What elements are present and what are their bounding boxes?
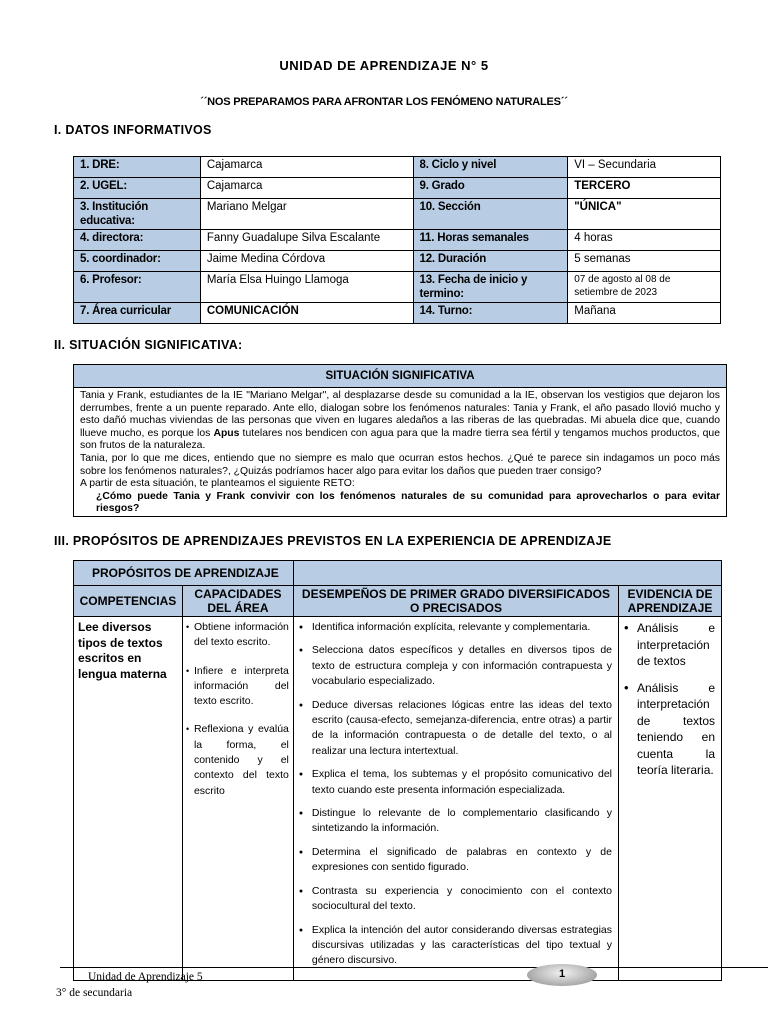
info-label: 5. coordinador:	[74, 251, 201, 272]
propositos-table	[73, 560, 722, 981]
capacidades-list	[189, 620, 289, 799]
desempenos-cell	[293, 617, 618, 981]
info-label: 9. Grado	[413, 178, 568, 199]
situacion-heading: SITUACIÓN SIGNIFICATIVA	[74, 365, 726, 388]
situacion-paragraph: Tania y Frank, estudiantes de la IE "Mariano Melgar", al desplazarse desde su comunidad a la IE, observan los vestigios que dejaron los derrumbes, frente a un puente reparado. Ante ello, dialogan sobre los fenómenos naturales: Tania y Frank, el año pasado llovió mucho y esto dañó muchas viviendas de las personas que viven en lugares aledaños a las riberas de las quebradas. Mi abuela dice que, cuando llueve mucho, es porque los Apus tutelares nos bendicen con agua para que la madre tierra sea fértil y tengamos muchos productos, que son frutos de la naturaleza.	[80, 390, 720, 452]
footer-grade: 3° de secundaria	[56, 986, 133, 999]
info-value: Cajamarca	[200, 178, 413, 199]
page-number: 1	[527, 964, 597, 986]
info-row	[74, 178, 721, 199]
info-row	[74, 157, 721, 178]
info-row	[74, 303, 721, 324]
info-label: 6. Profesor:	[74, 272, 201, 303]
info-value: Fanny Guadalupe Silva Escalante	[200, 230, 413, 251]
info-label: 13. Fecha de inicio y termino:	[413, 272, 568, 303]
info-label: 11. Horas semanales	[413, 230, 568, 251]
info-label: 14. Turno:	[413, 303, 568, 324]
info-value: María Elsa Huingo Llamoga	[200, 272, 413, 303]
propositos-content-row	[74, 617, 722, 981]
competencia-cell	[74, 617, 183, 981]
info-label: 4. directora:	[74, 230, 201, 251]
list-item: ● Distingue lo relevante de lo complementario clasificando y sintetizando la información.	[298, 806, 612, 837]
list-item: ● Explica la intención del autor considerando diversas estrategias discursivas utilizadas y las características del tipo textual y género discursivo.	[298, 923, 612, 969]
desempenos-list	[298, 620, 612, 969]
col-evidencia: EVIDENCIA DE APRENDIZAJE	[619, 586, 722, 617]
info-value: Cajamarca	[200, 157, 413, 178]
reto-question: ¿Cómo puede Tania y Frank convivir con los fenómenos naturales de su comunidad para aprovecharlos o para evitar riesgos?	[96, 490, 720, 515]
propositos-header: PROPÓSITOS DE APRENDIZAJE	[74, 561, 294, 586]
info-row	[74, 199, 721, 230]
page-title: UNIDAD DE APRENDIZAJE N° 5	[279, 58, 489, 73]
info-label: 10. Sección	[413, 199, 568, 230]
evidencia-cell	[619, 617, 722, 981]
info-label: 3. Institución educativa:	[74, 199, 201, 230]
propositos-header-empty	[293, 561, 721, 586]
situacion-paragraph: A partir de esta situación, te planteamos el siguiente RETO:	[80, 478, 355, 490]
capacidades-cell	[182, 617, 293, 981]
info-value: 07 de agosto al 08 de setiembre de 2023	[568, 272, 721, 303]
propositos-header-row	[74, 561, 722, 586]
col-competencias: COMPETENCIAS	[74, 586, 183, 617]
list-item: • Infiere e interpreta información del texto escrito.	[189, 664, 289, 710]
info-row	[74, 272, 721, 303]
info-value: VI – Secundaria	[568, 157, 721, 178]
page-subtitle: ´´NOS PREPARAMOS PARA AFRONTAR LOS FENÓMENO NATURALES´´	[200, 96, 568, 108]
list-item: ● Selecciona datos específicos y detalles en diversos tipos de texto de estructura compleja y con información contrapuesta y vocabulario especializado.	[298, 643, 612, 689]
list-item: • Análisis e interpretación de textos teniendo en cuenta la teoría literaria.	[623, 680, 715, 779]
section-heading-propositos: III. PROPÓSITOS DE APRENDIZAJES PREVISTOS EN LA EXPERIENCIA DE APRENDIZAJE	[54, 534, 612, 548]
info-value: 5 semanas	[568, 251, 721, 272]
info-row	[74, 230, 721, 251]
info-value: Mañana	[568, 303, 721, 324]
footer	[56, 970, 203, 1001]
section-heading-situacion: II. SITUACIÓN SIGNIFICATIVA:	[54, 338, 243, 352]
situacion-box	[73, 364, 727, 517]
footer-unit: Unidad de Aprendizaje 5	[88, 971, 203, 983]
info-value: Mariano Melgar	[200, 199, 413, 230]
info-value: TERCERO	[568, 178, 721, 199]
list-item: ● Contrasta su experiencia y conocimiento con el contexto sociocultural del texto.	[298, 884, 612, 915]
col-capacidades: CAPACIDADES DEL ÁREA	[182, 586, 293, 617]
info-value: "ÚNICA"	[568, 199, 721, 230]
list-item: • Análisis e interpretación de textos	[623, 620, 715, 670]
competencia-text: Lee diversos tipos de textos escritos en lengua materna	[78, 620, 167, 681]
info-label: 8. Ciclo y nivel	[413, 157, 568, 178]
col-desempenos: DESEMPEÑOS DE PRIMER GRADO DIVERSIFICADOS O PRECISADOS	[293, 586, 618, 617]
info-value: 4 horas	[568, 230, 721, 251]
list-item: ● Identifica información explícita, relevante y complementaria.	[298, 620, 612, 635]
list-item: ● Explica el tema, los subtemas y el propósito comunicativo del texto cuando este presenta información especializada.	[298, 767, 612, 798]
info-label: 12. Duración	[413, 251, 568, 272]
situacion-body	[74, 388, 726, 518]
info-label: 2. UGEL:	[74, 178, 201, 199]
info-value: COMUNICACIÓN	[200, 303, 413, 324]
list-item: ● Determina el significado de palabras en contexto y de expresiones con sentido figurado.	[298, 845, 612, 876]
list-item: ● Deduce diversas relaciones lógicas entre las ideas del texto escrito (causa-efecto, semejanza-diferencia, entre otras) a partir de la información contrapuesta o de detalle del texto, o al realizar una lectura intertextual.	[298, 698, 612, 760]
info-table	[73, 156, 721, 324]
column-headers-row	[74, 586, 722, 617]
info-value: Jaime Medina Córdova	[200, 251, 413, 272]
info-label: 1. DRE:	[74, 157, 201, 178]
section-heading-datos: I. DATOS INFORMATIVOS	[54, 123, 212, 137]
info-row	[74, 251, 721, 272]
apus-term: Apus	[213, 427, 240, 439]
list-item: • Obtiene información del texto escrito.	[189, 620, 289, 651]
footer-divider	[60, 967, 768, 968]
list-item: • Reflexiona y evalúa la forma, el contenido y el contexto del texto escrito	[189, 722, 289, 798]
situacion-paragraph: Tania, por lo que me dices, entiendo que no siempre es malo que ocurran estos hechos. ¿Qué te parece sin indagamos un poco más sobre los fenómenos naturales?, ¿Quizás podríamos hacer algo para evitar los daños que pueden traer consigo?	[80, 452, 720, 477]
info-label: 7. Área curricular	[74, 303, 201, 324]
evidencia-list	[623, 620, 715, 779]
